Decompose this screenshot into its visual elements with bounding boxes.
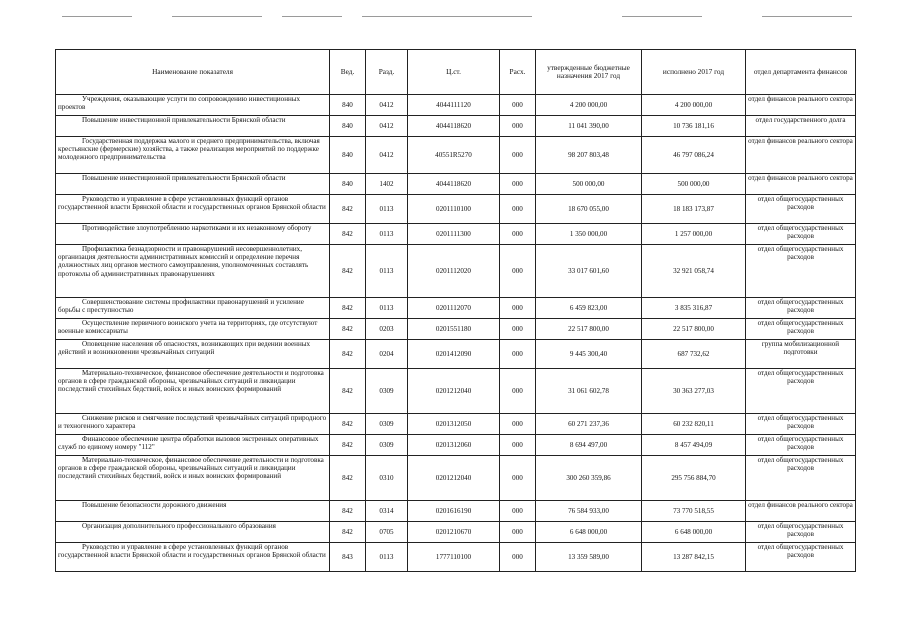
cell-ved: 842	[330, 414, 366, 435]
cell-approved: 6 648 000,00	[536, 522, 642, 543]
cell-name: Руководство и управление в сфере установленных функций органов государственной власти Брянской области и государственных органов Брянской области	[56, 543, 330, 572]
table-row	[56, 137, 856, 174]
cell-dept: отдел общегосударственных расходов	[746, 195, 856, 224]
cell-approved: 22 517 800,00	[536, 319, 642, 340]
cell-razd: 0310	[366, 456, 408, 501]
cell-razd: 0309	[366, 435, 408, 456]
cell-rash: 000	[500, 245, 536, 298]
cell-executed: 22 517 800,00	[642, 319, 746, 340]
table-row	[56, 435, 856, 456]
table-row	[56, 456, 856, 501]
cell-approved: 98 207 803,48	[536, 137, 642, 174]
cell-name: Организация дополнительного профессионального образования	[56, 522, 330, 543]
cell-name: Повышение инвестиционной привлекательности Брянской области	[56, 174, 330, 195]
cell-razd: 0203	[366, 319, 408, 340]
table-row	[56, 369, 856, 414]
cell-approved: 33 017 601,60	[536, 245, 642, 298]
cell-approved: 9 445 300,40	[536, 340, 642, 369]
cell-razd: 0314	[366, 501, 408, 522]
cell-razd: 0309	[366, 414, 408, 435]
cell-executed: 46 797 086,24	[642, 137, 746, 174]
cell-executed: 13 287 842,15	[642, 543, 746, 572]
scan-header-artifact	[62, 12, 852, 22]
cell-approved: 300 260 359,86	[536, 456, 642, 501]
header-cst: Ц.ст.	[408, 50, 500, 95]
table-row	[56, 298, 856, 319]
cell-cst: 0201412090	[408, 340, 500, 369]
cell-name: Материально-техническое, финансовое обеспечение деятельности и подготовка органов в сфере гражданской обороны, чрезвычайных ситуаций и ликвидации последствий стихийных бедствий, войск и иных воинских формирований	[56, 369, 330, 414]
cell-rash: 000	[500, 298, 536, 319]
cell-cst: 0201210670	[408, 522, 500, 543]
table-row	[56, 174, 856, 195]
table-row	[56, 501, 856, 522]
table-row	[56, 522, 856, 543]
cell-executed: 687 732,62	[642, 340, 746, 369]
cell-executed: 8 457 494,09	[642, 435, 746, 456]
cell-executed: 10 736 181,16	[642, 116, 746, 137]
cell-name: Противодействие злоупотреблению наркотиками и их незаконному обороту	[56, 224, 330, 245]
cell-name: Оповещение населения об опасностях, возникающих при ведении военных действий и возникновении чрезвычайных ситуаций	[56, 340, 330, 369]
cell-name: Государственная поддержка малого и среднего предпринимательства, включая крестьянские (фермерские) хозяйства, а также реализация мероприятий по поддержке молодежного предпринимательства	[56, 137, 330, 174]
cell-dept: отдел общегосударственных расходов	[746, 369, 856, 414]
cell-dept: отдел финансов реального сектора	[746, 95, 856, 116]
cell-executed: 60 232 820,11	[642, 414, 746, 435]
cell-name: Повышение безопасности дорожного движения	[56, 501, 330, 522]
header-ved: Вед.	[330, 50, 366, 95]
header-approved: утвержденные бюджетные назначения 2017 год	[536, 50, 642, 95]
cell-rash: 000	[500, 543, 536, 572]
cell-rash: 000	[500, 501, 536, 522]
cell-razd: 0113	[366, 298, 408, 319]
cell-razd: 0705	[366, 522, 408, 543]
cell-rash: 000	[500, 522, 536, 543]
cell-rash: 000	[500, 116, 536, 137]
cell-razd: 0309	[366, 369, 408, 414]
cell-cst: 0201111300	[408, 224, 500, 245]
cell-dept: отдел финансов реального сектора	[746, 501, 856, 522]
cell-cst: 0201312050	[408, 414, 500, 435]
cell-ved: 840	[330, 137, 366, 174]
cell-executed: 4 200 000,00	[642, 95, 746, 116]
cell-rash: 000	[500, 414, 536, 435]
header-rash: Расх.	[500, 50, 536, 95]
cell-razd: 0204	[366, 340, 408, 369]
cell-executed: 73 770 518,55	[642, 501, 746, 522]
cell-rash: 000	[500, 137, 536, 174]
header-row	[56, 50, 856, 95]
cell-name: Совершенствование системы профилактики правонарушений и усиление борьбы с преступностью	[56, 298, 330, 319]
cell-approved: 76 584 933,00	[536, 501, 642, 522]
cell-ved: 842	[330, 435, 366, 456]
header-razd: Разд.	[366, 50, 408, 95]
cell-rash: 000	[500, 435, 536, 456]
cell-cst: 0201110100	[408, 195, 500, 224]
cell-rash: 000	[500, 319, 536, 340]
cell-approved: 4 200 000,00	[536, 95, 642, 116]
cell-rash: 000	[500, 174, 536, 195]
cell-executed: 1 257 000,00	[642, 224, 746, 245]
cell-approved: 13 359 589,00	[536, 543, 642, 572]
cell-cst: 4044111120	[408, 95, 500, 116]
cell-approved: 18 670 055,00	[536, 195, 642, 224]
cell-approved: 500 000,00	[536, 174, 642, 195]
cell-razd: 0113	[366, 543, 408, 572]
cell-dept: отдел общегосударственных расходов	[746, 414, 856, 435]
cell-executed: 30 363 277,03	[642, 369, 746, 414]
cell-dept: отдел общегосударственных расходов	[746, 456, 856, 501]
cell-dept: группа мобилизационной подготовки	[746, 340, 856, 369]
cell-executed: 18 183 173,87	[642, 195, 746, 224]
table-row	[56, 195, 856, 224]
cell-executed: 32 921 058,74	[642, 245, 746, 298]
cell-dept: отдел финансов реального сектора	[746, 137, 856, 174]
cell-ved: 842	[330, 369, 366, 414]
cell-approved: 1 350 000,00	[536, 224, 642, 245]
table-row	[56, 224, 856, 245]
cell-ved: 840	[330, 174, 366, 195]
table-row	[56, 116, 856, 137]
cell-ved: 842	[330, 522, 366, 543]
cell-razd: 1402	[366, 174, 408, 195]
cell-cst: 40551R5270	[408, 137, 500, 174]
cell-name: Профилактика безнадзорности и правонарушений несовершеннолетних, организация деятельности административных комиссий и определение перечня должностных лиц органов местного самоуправления, уполномоченных составлять протоколы об административных правонарушениях	[56, 245, 330, 298]
cell-cst: 0201112020	[408, 245, 500, 298]
cell-name: Снижение рисков и смягчение последствий чрезвычайных ситуаций природного и техногенного характера	[56, 414, 330, 435]
cell-rash: 000	[500, 340, 536, 369]
cell-cst: 0201212040	[408, 456, 500, 501]
header-name: Наименование показателя	[56, 50, 330, 95]
table-row	[56, 319, 856, 340]
cell-dept: отдел общегосударственных расходов	[746, 435, 856, 456]
cell-rash: 000	[500, 224, 536, 245]
cell-dept: отдел финансов реального сектора	[746, 174, 856, 195]
table-body	[56, 95, 856, 572]
cell-approved: 60 271 237,36	[536, 414, 642, 435]
cell-rash: 000	[500, 195, 536, 224]
cell-approved: 11 041 390,00	[536, 116, 642, 137]
cell-approved: 6 459 823,00	[536, 298, 642, 319]
cell-ved: 842	[330, 245, 366, 298]
cell-name: Повышение инвестиционной привлекательности Брянской области	[56, 116, 330, 137]
cell-name: Материально-техническое, финансовое обеспечение деятельности и подготовка органов в сфере гражданской обороны, чрезвычайных ситуаций и ликвидации последствий стихийных бедствий, войск и иных воинских формирований	[56, 456, 330, 501]
table-row	[56, 245, 856, 298]
cell-executed: 3 835 316,87	[642, 298, 746, 319]
cell-cst: 0201551180	[408, 319, 500, 340]
cell-name: Финансовое обеспечение центра обработки вызовов экстренных оперативных служб по единому номеру "112"	[56, 435, 330, 456]
cell-dept: отдел общегосударственных расходов	[746, 543, 856, 572]
table-row	[56, 340, 856, 369]
cell-razd: 0412	[366, 116, 408, 137]
cell-cst: 1777110100	[408, 543, 500, 572]
cell-ved: 842	[330, 224, 366, 245]
cell-dept: отдел общегосударственных расходов	[746, 224, 856, 245]
cell-ved: 842	[330, 340, 366, 369]
cell-ved: 842	[330, 501, 366, 522]
cell-dept: отдел государственного долга	[746, 116, 856, 137]
cell-razd: 0412	[366, 137, 408, 174]
cell-dept: отдел общегосударственных расходов	[746, 522, 856, 543]
cell-cst: 4044118620	[408, 174, 500, 195]
table-row	[56, 414, 856, 435]
cell-approved: 8 694 497,00	[536, 435, 642, 456]
cell-ved: 842	[330, 195, 366, 224]
header-executed: исполнено 2017 год	[642, 50, 746, 95]
cell-razd: 0113	[366, 224, 408, 245]
cell-ved: 842	[330, 319, 366, 340]
cell-name: Руководство и управление в сфере установленных функций органов государственной власти Брянской области и государственных органов Брянской области	[56, 195, 330, 224]
cell-rash: 000	[500, 456, 536, 501]
cell-rash: 000	[500, 95, 536, 116]
header-dept: отдел департамента финансов	[746, 50, 856, 95]
cell-ved: 840	[330, 95, 366, 116]
cell-executed: 500 000,00	[642, 174, 746, 195]
cell-razd: 0113	[366, 195, 408, 224]
cell-rash: 000	[500, 369, 536, 414]
cell-cst: 0201312060	[408, 435, 500, 456]
cell-razd: 0412	[366, 95, 408, 116]
cell-cst: 4044118620	[408, 116, 500, 137]
cell-ved: 840	[330, 116, 366, 137]
cell-executed: 295 756 884,70	[642, 456, 746, 501]
cell-razd: 0113	[366, 245, 408, 298]
cell-ved: 842	[330, 298, 366, 319]
cell-approved: 31 061 602,78	[536, 369, 642, 414]
cell-cst: 0201616190	[408, 501, 500, 522]
table-row	[56, 95, 856, 116]
cell-dept: отдел общегосударственных расходов	[746, 245, 856, 298]
cell-name: Осуществление первичного воинского учета на территориях, где отсутствуют военные комиссариаты	[56, 319, 330, 340]
cell-dept: отдел общегосударственных расходов	[746, 319, 856, 340]
cell-name: Учреждения, оказывающие услуги по сопровождению инвестиционных проектов	[56, 95, 330, 116]
budget-table	[55, 49, 856, 572]
cell-cst: 0201212040	[408, 369, 500, 414]
cell-executed: 6 648 000,00	[642, 522, 746, 543]
table-row	[56, 543, 856, 572]
cell-cst: 0201112070	[408, 298, 500, 319]
cell-dept: отдел общегосударственных расходов	[746, 298, 856, 319]
cell-ved: 842	[330, 456, 366, 501]
cell-ved: 843	[330, 543, 366, 572]
